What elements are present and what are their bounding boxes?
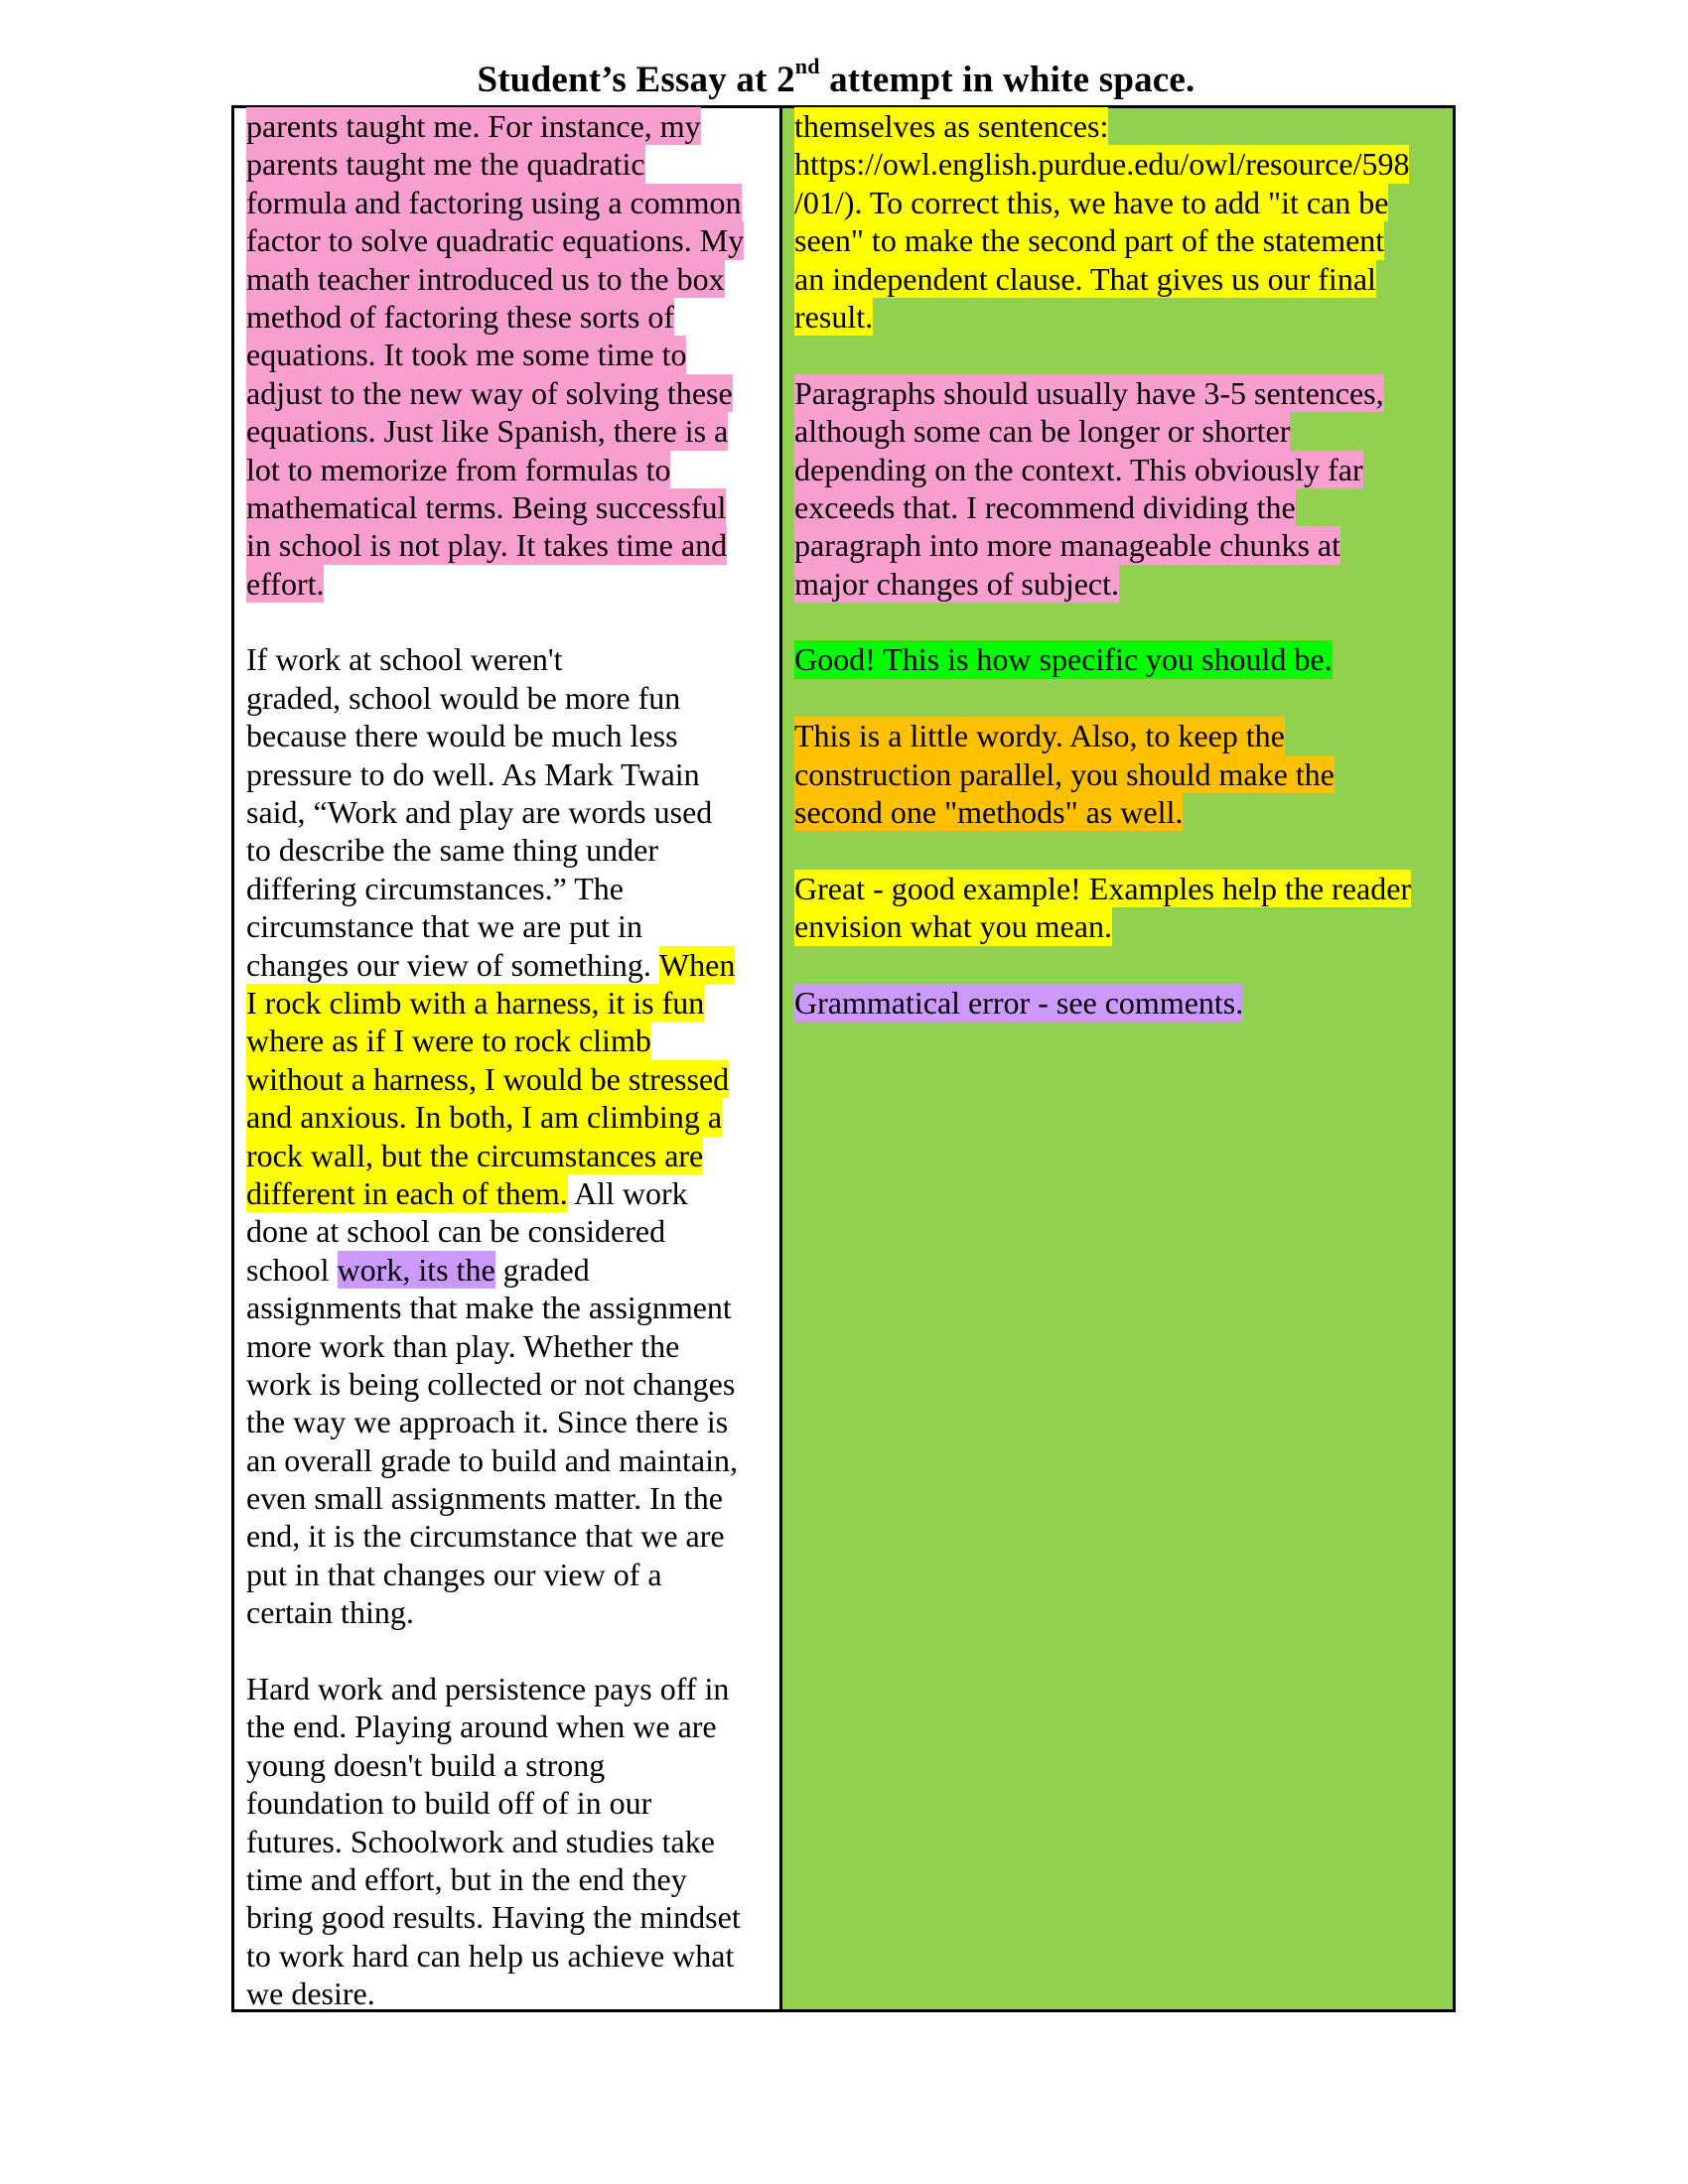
essay-line (246, 1975, 744, 2012)
essay-line (246, 1670, 744, 1707)
comment-line (794, 565, 1411, 603)
blank-line (794, 679, 1411, 717)
essay-line (246, 260, 744, 298)
text-run: the end. Playing around when we are (246, 1708, 717, 1745)
text-run: Hard work and persistence pays off in (246, 1671, 730, 1707)
essay-line (246, 1327, 744, 1365)
highlight-pink: lot to memorize from formulas to (246, 451, 671, 487)
text-run: pressure to do well. As Mark Twain (246, 755, 700, 792)
essay-line (246, 107, 744, 145)
comment-line (794, 374, 1411, 412)
essay-line (246, 488, 744, 526)
essay-line (246, 565, 744, 603)
comment-line (794, 298, 1411, 336)
text-run: work is being collected or not changes (246, 1365, 736, 1402)
text-run: If work at school weren't (246, 641, 563, 678)
highlight-purple: Grammatical error - see comments. (794, 984, 1244, 1021)
essay-line (246, 451, 744, 488)
comment-line (794, 107, 1411, 145)
blank-line (794, 946, 1411, 984)
text-run: said, “Work and play are words used (246, 794, 713, 831)
highlight-yellow: I rock climb with a harness, it is fun (246, 984, 705, 1021)
essay-line (246, 526, 744, 564)
text-run: circumstance that we are put in (246, 908, 642, 945)
highlight-yellow: an independent clause. That gives us our final (794, 260, 1376, 297)
essay-line (246, 1937, 744, 1975)
essay-line (246, 870, 744, 907)
highlight-yellow: seen" to make the second part of the statement (794, 222, 1385, 259)
highlight-pink: paragraph into more manageable chunks at (794, 527, 1340, 564)
essay-line (246, 1060, 744, 1098)
highlight-pink: mathematical terms. Being successful (246, 488, 727, 525)
essay-line (246, 907, 744, 945)
highlight-pink: exceeds that. I recommend dividing the (794, 488, 1296, 525)
text-run: to describe the same thing under (246, 832, 658, 869)
essay-line (246, 374, 744, 412)
highlight-yellow: Great - good example! Examples help the reader (794, 870, 1412, 906)
page-title (0, 54, 1688, 103)
essay-line (246, 793, 744, 831)
text-run: because there would be much less (246, 718, 678, 754)
text-run: more work than play. Whether the (246, 1327, 680, 1364)
comment-line (794, 145, 1411, 183)
comment-line (794, 984, 1411, 1022)
text-run: the way we approach it. Since there is (246, 1404, 729, 1440)
highlight-orange: construction parallel, you should make the (794, 755, 1335, 792)
essay-line (246, 946, 744, 984)
text-run: bring good results. Having the mindset (246, 1899, 741, 1936)
highlight-pink: depending on the context. This obviously far (794, 451, 1363, 487)
essay-line (246, 640, 744, 678)
essay-line (246, 755, 744, 793)
text-run: an overall grade to build and maintain, (246, 1441, 738, 1478)
highlight-pink: although some can be longer or shorter (794, 413, 1291, 450)
essay-line (246, 1289, 744, 1326)
highlight-pink: equations. It took me some time to (246, 337, 687, 373)
blank-line (794, 831, 1411, 869)
essay-line (246, 1556, 744, 1593)
comment-line (794, 412, 1411, 450)
highlight-yellow: When (658, 946, 736, 983)
essay-line (246, 1365, 744, 1403)
text-run: put in that changes our view of a (246, 1556, 662, 1592)
comment-line (794, 793, 1411, 831)
essay-line (246, 1251, 744, 1289)
highlight-pink: parents taught me the quadratic (246, 146, 645, 183)
essay-line (246, 1707, 744, 1745)
text-run: futures. Schoolwork and studies take (246, 1823, 715, 1859)
comments-text (794, 107, 1411, 1022)
text-run: graded, school would be more fun (246, 679, 681, 716)
essay-line (246, 1593, 744, 1631)
text-run: changes our view of something. (246, 946, 659, 983)
comment-line (794, 640, 1411, 678)
essay-line (246, 679, 744, 717)
essay-line (246, 336, 744, 373)
highlight-orange: This is a little wordy. Also, to keep the (794, 718, 1285, 754)
text-run: school (246, 1251, 338, 1288)
essay-line (246, 1479, 744, 1517)
essay-line (246, 1441, 744, 1479)
highlight-pink: effort. (246, 565, 325, 602)
essay-line (246, 298, 744, 336)
essay-line (246, 1403, 744, 1440)
essay-text (246, 107, 744, 2013)
highlight-orange: second one "methods" as well. (794, 794, 1184, 831)
essay-line (246, 145, 744, 183)
highlight-pink: factor to solve quadratic equations. My (246, 222, 745, 259)
title-suffix: attempt in white space. (819, 60, 1196, 100)
highlight-pink: in school is not play. It takes time and (246, 527, 728, 564)
essay-line (246, 1137, 744, 1174)
essay-line (246, 1098, 744, 1136)
essay-comparison-table (231, 105, 1456, 2012)
text-run: certain thing. (246, 1594, 414, 1631)
comment-line (794, 488, 1411, 526)
highlight-yellow: and anxious. In both, I am climbing a (246, 1099, 723, 1136)
essay-line (246, 1174, 744, 1212)
comment-line (794, 870, 1411, 907)
essay-line (246, 831, 744, 869)
comment-line (794, 526, 1411, 564)
essay-line (246, 1860, 744, 1898)
highlight-pink: Paragraphs should usually have 3-5 sentences, (794, 374, 1384, 411)
essay-line (246, 1823, 744, 1860)
comment-line (794, 755, 1411, 793)
essay-line (246, 1517, 744, 1555)
comment-line (794, 221, 1411, 259)
highlight-green: Good! This is how specific you should be. (794, 641, 1333, 678)
highlight-yellow: without a harness, I would be stressed (246, 1060, 730, 1097)
comment-line (794, 907, 1411, 945)
comment-line (794, 260, 1411, 298)
text-run: to work hard can help us achieve what (246, 1937, 735, 1974)
text-run: even small assignments matter. In the (246, 1480, 723, 1517)
highlight-pink: equations. Just like Spanish, there is a (246, 413, 729, 450)
text-run: end, it is the circumstance that we are (246, 1518, 725, 1555)
highlight-pink: formula and factoring using a common (246, 184, 742, 220)
text-run: All work (567, 1174, 688, 1211)
highlight-pink: parents taught me. For instance, my (246, 108, 701, 144)
text-run: young doesn't build a strong (246, 1746, 606, 1783)
highlight-yellow: /01/). To correct this, we have to add "it can be (794, 184, 1389, 220)
text-run: done at school can be considered (246, 1213, 666, 1250)
highlight-yellow: envision what you mean. (794, 908, 1112, 945)
blank-line (246, 1632, 744, 1670)
text-run: differing circumstances.” The (246, 870, 624, 906)
comments-cell (782, 108, 1453, 2009)
essay-line (246, 1212, 744, 1250)
essay-line (246, 412, 744, 450)
text-run: time and effort, but in the end they (246, 1860, 687, 1897)
essay-line (246, 717, 744, 754)
comment-line (794, 184, 1411, 221)
text-run: foundation to build off of in our (246, 1785, 652, 1822)
blank-line (246, 603, 744, 640)
title-superscript: nd (794, 54, 820, 78)
highlight-yellow: https://owl.english.purdue.edu/owl/resource/598 (794, 146, 1410, 183)
text-run: assignments that make the assignment (246, 1290, 732, 1326)
title-prefix: Student’s Essay at 2 (477, 60, 795, 100)
essay-line (246, 1022, 744, 1059)
highlight-purple: work, its the (337, 1251, 495, 1288)
essay-line (246, 221, 744, 259)
highlight-yellow: result. (794, 298, 874, 335)
text-run: graded (494, 1251, 590, 1288)
highlight-pink: major changes of subject. (794, 565, 1119, 602)
highlight-yellow: different in each of them. (246, 1174, 568, 1211)
highlight-yellow: themselves as sentences: (794, 108, 1109, 144)
essay-line (246, 1898, 744, 1936)
comment-line (794, 717, 1411, 754)
essay-line (246, 984, 744, 1022)
essay-line (246, 1784, 744, 1822)
blank-line (794, 603, 1411, 640)
highlight-yellow: where as if I were to rock climb (246, 1023, 651, 1059)
comment-line (794, 451, 1411, 488)
essay-line (246, 1746, 744, 1784)
blank-line (794, 336, 1411, 373)
highlight-pink: adjust to the new way of solving these (246, 374, 733, 411)
highlight-pink: math teacher introduced us to the box (246, 260, 725, 297)
essay-line (246, 184, 744, 221)
highlight-yellow: rock wall, but the circumstances are (246, 1137, 704, 1173)
essay-text-cell (234, 108, 782, 2012)
highlight-pink: method of factoring these sorts of (246, 298, 674, 335)
text-run: we desire. (246, 1976, 375, 2012)
